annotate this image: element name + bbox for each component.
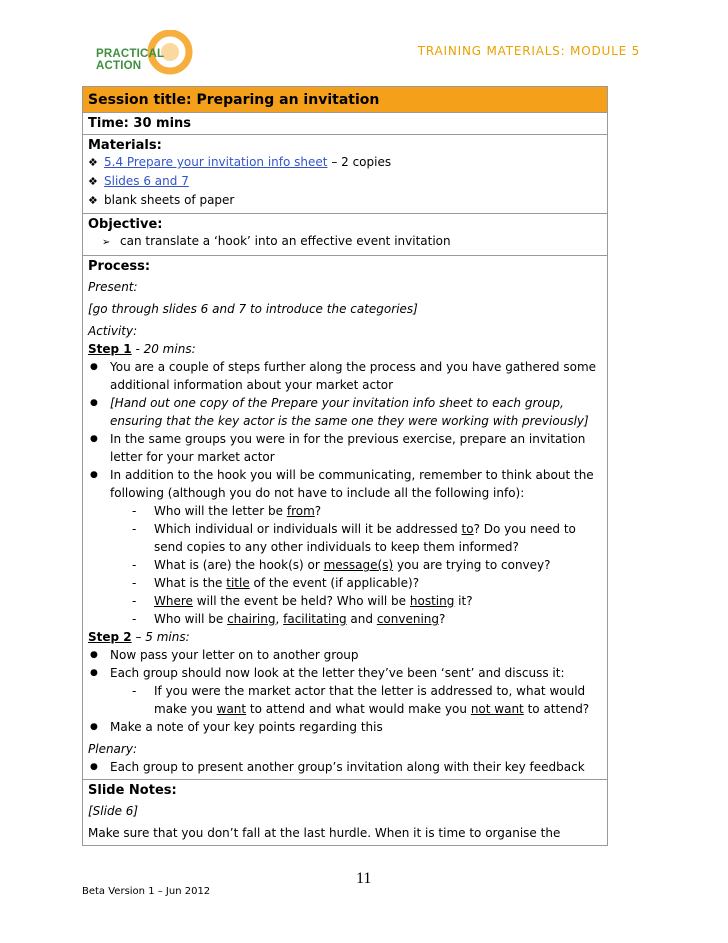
material-item: ❖ 5.4 Prepare your invitation info sheet – 2 copies	[88, 153, 602, 172]
sub-list-item: - What is the title of the event (if applicable)?	[132, 576, 420, 590]
list-item: ● Each group should now look at the letter they’ve been ‘sent’ and discuss it:	[88, 664, 602, 682]
objective-cell	[83, 214, 608, 256]
sub-list-item: - If you were the market actor that the letter is addressed to, what would make you want to attend and what would make you not want to attend?	[132, 684, 590, 716]
list-item: ● Each group to present another group’s invitation along with their key feedback	[88, 758, 602, 776]
logo-text: PRACTICAL ACTION	[96, 48, 165, 72]
process-heading: Process:	[88, 259, 151, 274]
present-text: [go through slides 6 and 7 to introduce the categories]	[88, 302, 418, 316]
material-item: ❖ blank sheets of paper	[88, 191, 602, 210]
list-item: ● [Hand out one copy of the Prepare your invitation info sheet to each group, ensuring that the key actor is the same one they were working with previously]	[88, 394, 602, 430]
session-title: Session title: Preparing an invitation	[83, 87, 608, 113]
sub-list-item: - What is (are) the hook(s) or message(s) you are trying to convey?	[132, 558, 551, 572]
step2-heading: Step 2 – 5 mins:	[88, 630, 190, 644]
arrow-bullet-icon: ➢	[102, 237, 111, 248]
materials-heading: Materials:	[88, 138, 162, 153]
diamond-bullet-icon: ❖	[88, 194, 98, 207]
activity-label: Activity:	[88, 324, 138, 338]
objective-heading: Objective:	[88, 217, 163, 232]
list-item: ● In the same groups you were in for the previous exercise, prepare an invitation letter for your market actor	[88, 430, 602, 466]
session-table	[82, 86, 608, 846]
footer-version: Beta Version 1 – Jun 2012	[82, 886, 211, 897]
session-time: Time: 30 mins	[83, 113, 608, 135]
slides-link[interactable]: Slides 6 and 7	[104, 174, 189, 188]
practical-action-logo	[88, 30, 198, 80]
slide-notes-cell	[83, 780, 608, 846]
info-sheet-link[interactable]: 5.4 Prepare your invitation info sheet	[104, 155, 328, 169]
plenary-label: Plenary:	[88, 742, 137, 756]
diamond-bullet-icon: ❖	[88, 156, 98, 169]
sub-list-item: - Which individual or individuals will it be addressed to? Do you need to send copies to any other individuals to keep them informed?	[132, 522, 576, 554]
slide-text: Make sure that you don’t fall at the last hurdle. When it is time to organise the	[88, 826, 561, 840]
slide-notes-heading: Slide Notes:	[88, 783, 177, 798]
present-label: Present:	[88, 280, 138, 294]
list-item: ● In addition to the hook you will be communicating, remember to think about the following (although you do not have to include all the following info):	[88, 466, 602, 502]
list-item: ● Make a note of your key points regarding this	[88, 718, 602, 736]
objective-item: ➢ can translate a ‘hook’ into an effective event invitation	[88, 232, 602, 252]
list-item: ● You are a couple of steps further along the process and you have gathered some additional information about your market actor	[88, 358, 602, 394]
sub-list-item: - Where will the event be held? Who will be hosting it?	[132, 594, 473, 608]
materials-cell	[83, 135, 608, 214]
sub-list-item: - Who will be chairing, facilitating and convening?	[132, 612, 446, 626]
material-item	[88, 172, 602, 191]
page-number: 11	[356, 870, 372, 887]
list-item: ● Now pass your letter on to another group	[88, 646, 602, 664]
sub-list-item: - Who will the letter be from?	[132, 504, 322, 518]
slide-ref: [Slide 6]	[88, 804, 139, 818]
process-cell	[83, 256, 608, 780]
step1-heading: Step 1 - 20 mins:	[88, 342, 196, 356]
module-header: TRAINING MATERIALS: MODULE 5	[417, 44, 640, 58]
diamond-bullet-icon: ❖	[88, 175, 98, 188]
